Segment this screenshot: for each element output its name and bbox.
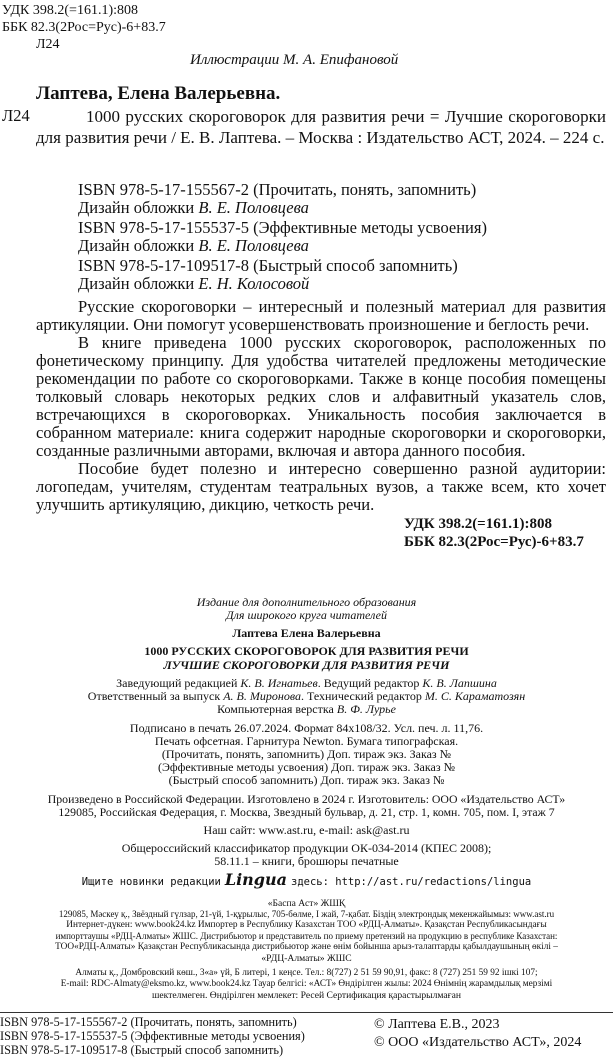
cover-designer: В. Е. Половцева [198,198,309,217]
author-heading: Лаптева, Елена Валерьевна. [36,83,281,104]
print-info-line: (Прочитать, понять, запомнить) Доп. тираж экз. Заказ № [161,747,452,761]
kz-info-line: 129085, Мәскеу қ., Звёздный гүлзар, 21-үй, 1-құрылыс, 705-бөлме, I жай, 7-қабат. Біздің электрондық мекенжайымыз: www.ast.ru [58,909,555,919]
kz-info-line: Алматы қ., Домбровский көш., 3«а» үй, Б литері, 1 кеңсе. Тел.: 8(727) 2 51 59 90,91, факс: 8 (727) 251 59 92 ішкі 107; [75,968,538,978]
cover-designer: В. Е. Половцева [198,236,309,255]
staff-role: . Ведущий редактор [317,676,423,690]
staff-line [0,703,613,717]
staff-role: Компьютерная верстка [217,702,337,716]
staff-role: Ответственный за выпуск [87,689,224,703]
print-info-line: Печать офсетная. Гарнитура Newton. Бумага типографская. [154,734,459,748]
okp-line: 58.11.1 – книги, брошюры печатные [214,854,399,868]
staff-role: . Технический редактор [300,689,425,703]
cover-design-line [78,237,309,255]
imprint-author: Лаптева Елена Валерьевна [232,626,381,640]
staff-person: В. Ф. Лурье [336,702,396,716]
cover-design-line [78,199,309,217]
staff-role: Заведующий редакцией [116,676,241,690]
copyright-line: © ООО «Издательство АСТ», 2024 [374,1035,582,1050]
bbk-code-top: ББК 82.3(2Рос=Рус)-6+83.7 [2,20,166,35]
lingua-text-before: Ищите новинки редакции [81,876,221,888]
staff-person: К. В. Игнатьев [240,676,318,690]
footer-isbn-line: ISBN 978-5-17-109517-8 (Быстрый способ запомнить) [0,1043,284,1057]
annotation-paragraph: Пособие будет полезно и интересно совершенно разной аудитории: логопедам, учителям, студентам театральных вузов, а также всем, кто хочет улучшить артикуляцию, дикцию, четкость речи. [36,459,606,514]
annotation-paragraph: Русские скороговорки – интересный и полезный материал для развития артикуляции. Они помогут усовершенствовать произношение и беглость речи. [36,297,606,334]
kz-info-line: Интернет-дүкен: www.book24.kz Импортер в Республику Казахстан ТОО «РДЦ-Алматы». Қазақстан Республикасындағы [66,920,547,930]
cover-design-line [78,275,309,293]
cover-design-label: Дизайн обложки [78,198,199,217]
footer-isbn-line: ISBN 978-5-17-155567-2 (Прочитать, понять, запомнить) [0,1015,297,1029]
lingua-logo: Lingua [224,870,287,889]
lingua-line [0,870,613,890]
bib-mark: Л24 [2,106,30,125]
isbn-line: ISBN 978-5-17-155537-5 (Эффективные методы усвоения) [78,218,487,237]
lingua-text-after: здесь: http://ast.ru/redactions/lingua [291,876,532,888]
footer-isbn-line: ISBN 978-5-17-155537-5 (Эффективные методы усвоения) [0,1029,305,1043]
author-mark-top: Л24 [36,37,60,52]
isbn-line: ISBN 978-5-17-109517-8 (Быстрый способ запомнить) [78,256,458,275]
bbk-code-bottom: ББК 82.3(2Рос=Рус)-6+83.7 [404,534,584,550]
staff-person: М. С. Караматозян [424,689,526,703]
staff-person: А. В. Миронова [223,689,301,703]
kz-info-line: «РДЦ-Алматы» ЖШС [261,953,352,964]
illustrations-credit: Иллюстрации М. А. Епифановой [190,52,399,68]
edition-type: Издание для дополнительного образования [196,595,417,609]
okp-line: Общероссийский классификатор продукции ОК-034-2014 (КПЕС 2008); [121,841,492,855]
audience: Для широкого круга читателей [226,608,387,622]
cover-design-label: Дизайн обложки [78,236,199,255]
imprint-title: 1000 РУССКИХ СКОРОГОВОРОК ДЛЯ РАЗВИТИЯ РЕЧИ [144,644,469,658]
annotation-paragraph: В книге приведена 1000 русских скороговорок, расположенных по фонетическому принципу. Для удобства читателей предложены методические рекомендации по работе со скороговорками. Также в конце пособия помещены толковый словарь некоторых редких слов и алфавитный указатель слов, встречающихся в скороговорках. Уникальность пособия заключается в собранном материале: книга содержит народные скороговорки и скороговорки, созданные различными авторами, включая и автора данного пособия. [36,333,606,460]
bib-record: 1000 русских скороговорок для развития речи = Лучшие скороговорки для развития речи / Е. В. Лаптева. – Москва : Издательство АСТ, 2024. – 224 с. [36,107,606,147]
print-info-line: Подписано в печать 26.07.2024. Формат 84x108/32. Усл. печ. л. 11,76. [129,721,484,735]
isbn-line: ISBN 978-5-17-155567-2 (Прочитать, понять, запомнить) [78,180,477,199]
kz-info-line: ТОО«РДЦ-Алматы» Қазақстан Республикасында дистрибьютор және өнім бойынша арыз-талаптарды қабылдаушының өкілі – [55,942,558,952]
kz-info-line: шектелмеген. Өндірілген мемлекет: Ресей Сертификация қарастырылмаған [152,990,461,1001]
kz-info-line: импорттаушы «РДЦ-Алматы» ЖШС. Дистрибьютор и представитель по приему претензий на продукцию в республике Казахстан: [55,931,558,941]
staff-person: К. В. Лапшина [422,676,497,690]
produced-line: 129085, Российская Федерация, г. Москва, Звездный бульвар, д. 21, стр. 1, комн. 705, пом. I, этаж 7 [58,805,555,819]
kz-info-line: «Баспа Аст» ЖШҚ [267,898,346,909]
produced-line: Произведено в Российской Федерации. Изготовлено в 2024 г. Изготовитель: ООО «Издательство АСТ» [47,792,566,806]
cover-design-label: Дизайн обложки [78,274,199,293]
udk-code-top: УДК 398.2(=161.1):808 [2,3,138,18]
print-info-line: (Быстрый способ запомнить) Доп. тираж экз. Заказ № [168,773,445,787]
footer-divider [0,1012,613,1013]
kz-info-line: E-mail: RDC-Almaty@eksmo.kz, www.book24.kz Тауар белгісі: «АСТ» Өндірілген жылы: 2024 Өнімнің жарамдылық мерзімі [60,979,553,989]
imprint-subtitle: ЛУЧШИЕ СКОРОГОВОРКИ ДЛЯ РАЗВИТИЯ РЕЧИ [163,658,450,672]
website-line: Наш сайт: www.ast.ru, e-mail: ask@ast.ru [203,823,410,837]
udk-code-bottom: УДК 398.2(=161.1):808 [404,516,552,532]
cover-designer: Е. Н. Колосовой [198,274,310,293]
copyright-line: © Лаптева Е.В., 2023 [374,1017,500,1032]
print-info-line: (Эффективные методы усвоения) Доп. тираж экз. Заказ № [157,760,456,774]
